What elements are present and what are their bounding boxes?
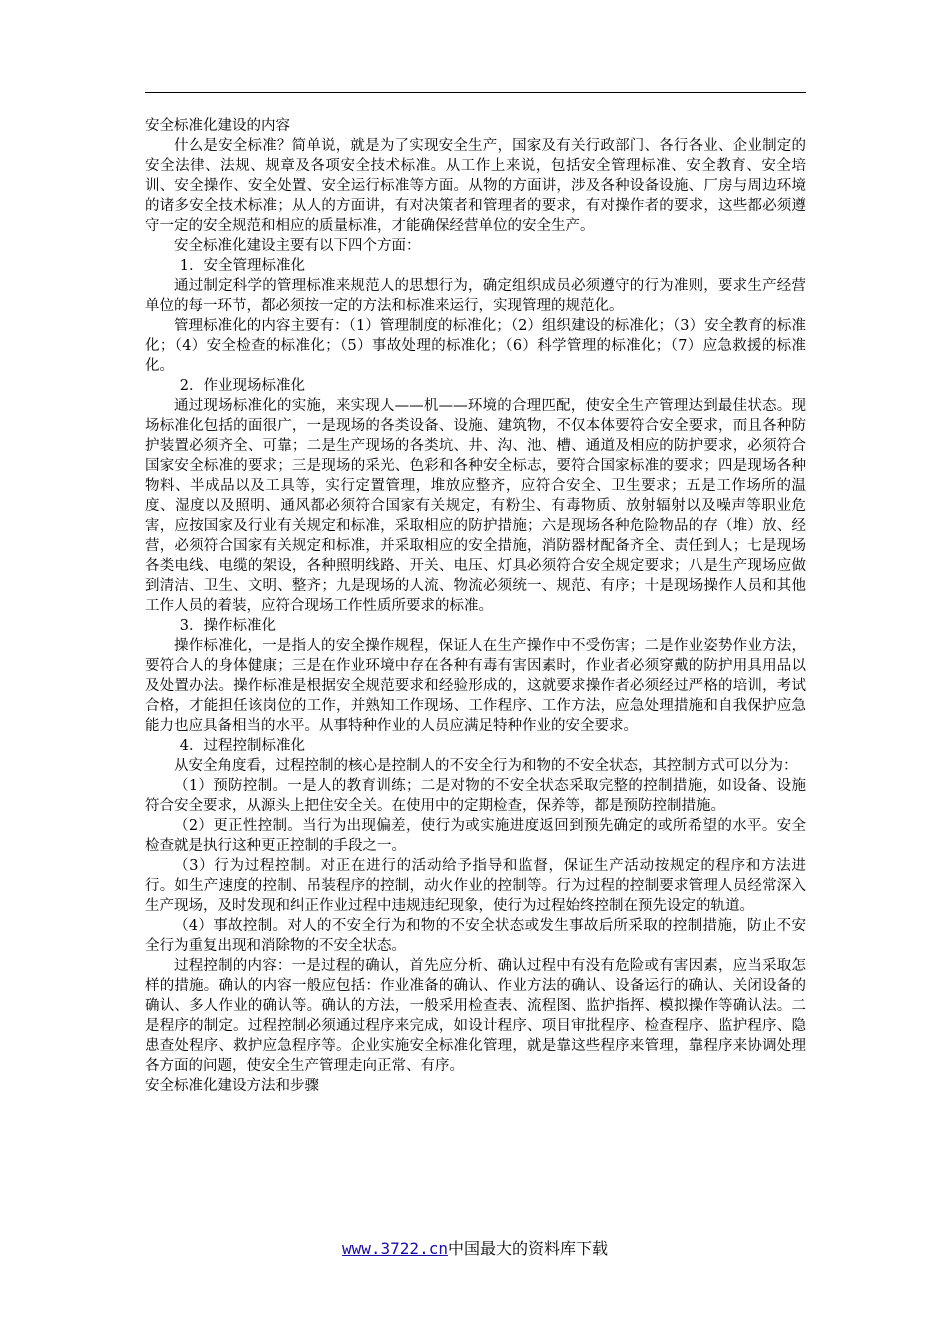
paragraph-list-item: （3）行为过程控制。对正在进行的活动给予指导和监督，保证生产活动按规定的程序和方法进行。如生产速度的控制、吊装程序的控制，动火作业的控制等。行为过程的控制要求管理人员经常深入生产现场，及时发现和纠正作业过程中违规违纪现象，使行为过程始终控制在预先设定的轨道。 [145, 858, 806, 914]
document-title: 安全标准化建设的内容 [145, 118, 290, 134]
footer-tagline: 中国最大的资料库下载 [447, 1239, 608, 1258]
footer-link[interactable]: www.3722.cn [342, 1239, 448, 1258]
closing-heading: 安全标准化建设方法和步骤 [145, 1078, 319, 1094]
paragraph: 从安全角度看，过程控制的核心是控制人的不安全行为和物的不安全状态，其控制方式可以分为： [174, 758, 798, 774]
section-heading-4: 4．过程控制标准化 [179, 738, 306, 754]
document-body [145, 116, 806, 1096]
header-rule [145, 92, 806, 93]
paragraph: 操作标准化，一是指人的安全操作规程，保证人在生产操作中不受伤害；二是作业姿势作业方法，要符合人的身体健康；三是在作业环境中存在各种有毒有害因素时，作业者必须穿戴的防护用具用品以及处置办法。操作标准是根据安全规范要求和经验形成的，这就要求操作者必须经过严格的培训，考试合格，才能担任该岗位的工作，并熟知工作现场、工作程序、工作方法，应急处理措施和自我保护应急能力也应具备相当的水平。从事特种作业的人员应满足特种作业的安全要求。 [145, 638, 806, 734]
page-footer [0, 1236, 950, 1259]
paragraph-list-item: （2）更正性控制。当行为出现偏差，使行为或实施进度返回到预先确定的或所希望的水平。安全检查就是执行这种更正控制的手段之一。 [145, 818, 806, 854]
paragraph-intro: 什么是安全标准？简单说，就是为了实现安全生产，国家及有关行政部门、各行各业、企业制定的安全法律、法规、规章及各项安全技术标准。从工作上来说，包括安全管理标准、安全教育、安全培训、安全操作、安全处置、安全运行标准等方面。从物的方面讲，涉及各种设备设施、厂房与周边环境的诸多安全技术标准；从人的方面讲，有对决策者和管理者的要求，有对操作者的要求，这些都必须遵守一定的安全规范和相应的质量标准，才能确保经营单位的安全生产。 [145, 138, 806, 234]
paragraph: 通过制定科学的管理标准来规范人的思想行为，确定组织成员必须遵守的行为准则，要求生产经营单位的每一环节，都必须按一定的方法和标准来运行，实现管理的规范化。 [145, 278, 806, 314]
section-heading-1: 1．安全管理标准化 [179, 258, 306, 274]
section-heading-2: 2．作业现场标准化 [179, 378, 306, 394]
paragraph-list-item: （4）事故控制。对人的不安全行为和物的不安全状态或发生事故后所采取的控制措施，防止不安全行为重复出现和消除物的不安全状态。 [145, 918, 806, 954]
paragraph-overview: 安全标准化建设主要有以下四个方面： [174, 238, 421, 254]
paragraph-list-item: （1）预防控制。一是人的教育训练；二是对物的不安全状态采取完整的控制措施，如设备、设施符合安全要求，从源头上把住安全关。在使用中的定期检查，保养等，都是预防控制措施。 [145, 778, 806, 814]
paragraph: 通过现场标准化的实施，来实现人——机——环境的合理匹配，使安全生产管理达到最佳状态。现场标准化包括的面很广，一是现场的各类设备、设施、建筑物，不仅本体要符合安全要求，而且各种防护装置必须齐全、可靠；二是生产现场的各类坑、井、沟、池、槽、通道及相应的防护要求，必须符合国家安全标准的要求；三是现场的采光、色彩和各种安全标志，要符合国家标准的要求；四是现场各种物料、半成品以及工具等，实行定置管理，堆放应整齐，应符合安全、卫生要求；五是工作场所的温度、湿度以及照明、通风都必须符合国家有关规定，有粉尘、有毒物质、放射辐射以及噪声等职业危害，应按国家及行业有关规定和标准，采取相应的防护措施；六是现场各种危险物品的存（堆）放、经营，必须符合国家有关规定和标准，并采取相应的安全措施，消防器材配备齐全、责任到人；七是现场各类电线、电缆的架设，各种照明线路、开关、电压、灯具必须符合安全规定要求；八是生产现场应做到清洁、卫生、文明、整齐；九是现场的人流、物流必须统一、规范、有序；十是现场操作人员和其他工作人员的着装，应符合现场工作性质所要求的标准。 [145, 398, 806, 614]
section-heading-3: 3．操作标准化 [179, 618, 277, 634]
paragraph: 管理标准化的内容主要有：（1）管理制度的标准化；（2）组织建设的标准化；（3）安全教育的标准化；（4）安全检查的标准化；（5）事故处理的标准化；（6）科学管理的标准化；（7）应急救援的标准化。 [145, 318, 806, 374]
paragraph: 过程控制的内容：一是过程的确认，首先应分析、确认过程中有没有危险或有害因素，应当采取怎样的措施。确认的内容一般应包括：作业准备的确认、作业方法的确认、设备运行的确认、关闭设备的确认、多人作业的确认等。确认的方法，一般采用检查表、流程图、监护指挥、模拟操作等确认法。二是程序的制定。过程控制必须通过程序来完成，如设计程序、项目审批程序、检查程序、监护程序、隐患查处程序、救护应急程序等。企业实施安全标准化管理，就是靠这些程序来管理，靠程序来协调处理各方面的问题，使安全生产管理走向正常、有序。 [145, 958, 806, 1074]
